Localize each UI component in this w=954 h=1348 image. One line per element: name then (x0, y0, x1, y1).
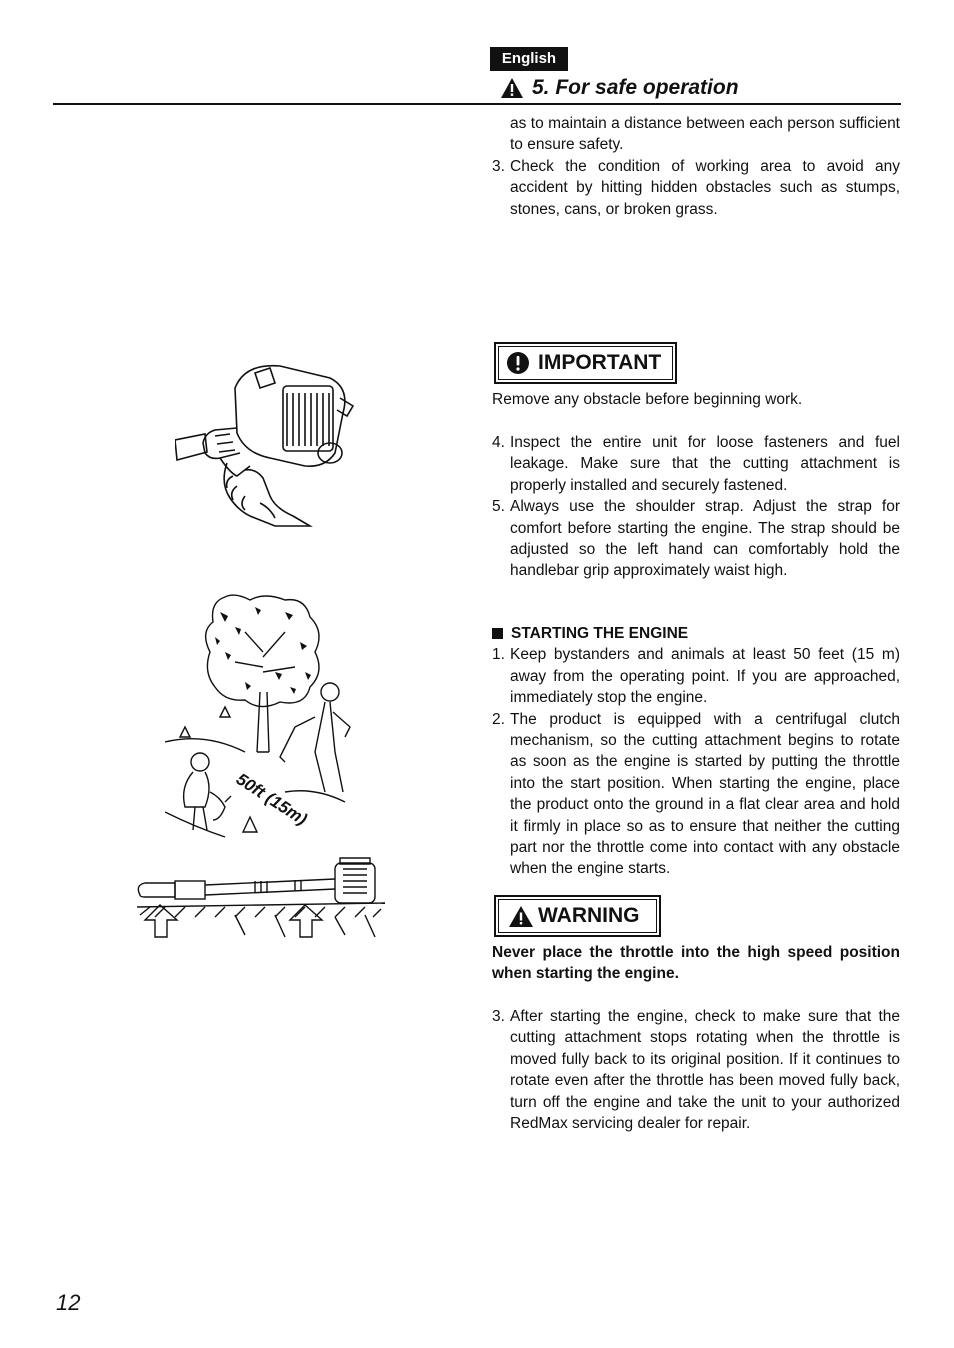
engine-inspection-illustration (175, 358, 355, 528)
warning-text: Never place the throttle into the high speed position when starting the engine. (492, 944, 900, 983)
item-text: Inspect the entire unit for loose fasteners and fuel leakage. Make sure that the cutting attachment is properly installed and securely fastened. (510, 434, 900, 494)
warning-box (494, 895, 661, 937)
mid-items-block (492, 432, 900, 582)
header-rule (53, 103, 901, 105)
list-item (492, 432, 900, 496)
item-number: 4. (492, 434, 505, 451)
starting-heading-text: STARTING THE ENGINE (511, 625, 689, 642)
section-title-text: 5. For safe operation (532, 76, 739, 99)
starting-heading (492, 623, 900, 644)
warning-triangle-icon (508, 905, 534, 928)
final-items-block (492, 1006, 900, 1134)
item-number: 3. (492, 1008, 505, 1025)
list-item (492, 709, 900, 880)
list-item (492, 156, 900, 220)
item-text: Keep bystanders and animals at least 50 feet (15 m) away from the operating point. If you are approached, immediately stop the engine. (510, 646, 900, 707)
top-text-block (492, 113, 900, 220)
exclamation-icon (506, 351, 530, 375)
list-item (492, 644, 900, 708)
distance-label: 50ft (15m) (232, 769, 311, 830)
item-number: 3. (492, 157, 505, 175)
important-box (494, 342, 677, 384)
item-number: 2. (492, 710, 505, 728)
item-number: 1. (492, 646, 505, 664)
safety-distance-illustration (165, 592, 365, 842)
item-text: The product is equipped with a centrifugal clutch mechanism, so the cutting attachment begins to rotate as soon as the engine is started by putting the throttle into the start position. When starting the engine, place the product onto the ground in a flat clear area and hold it firmly in place so as to ensure that neither the cutting part nor the throttle come into contact with any obstacle when the engine starts. (510, 710, 900, 878)
list-item (492, 496, 900, 582)
section-title (500, 76, 739, 100)
square-bullet-icon (492, 628, 503, 639)
item-number: 5. (492, 498, 505, 516)
language-badge: English (490, 47, 568, 71)
warning-triangle-icon (500, 77, 524, 99)
item-text: Always use the shoulder strap. Adjust the strap for comfort before starting the engine. The strap should be adjusted so the left hand can comfortably hold the handlebar grip approximately waist high. (510, 498, 900, 580)
list-item (492, 1006, 900, 1134)
warning-label: WARNING (538, 904, 640, 927)
item-text: Check the condition of working area to avoid any accident by hitting hidden obstacles such as stumps, stones, cans, or broken grass. (510, 157, 900, 218)
important-label: IMPORTANT (538, 351, 662, 374)
page-number: 12 (56, 1290, 81, 1315)
continuation-text: as to maintain a distance between each person sufficient to ensure safety. (510, 115, 900, 154)
important-text: Remove any obstacle before beginning work. (492, 391, 803, 408)
item-text: After starting the engine, check to make sure that the cutting attachment stops rotating when the throttle is moved fully back to its original position. If it continues to rotate even after the throttle has been moved fully back, turn off the engine and take the unit to your authorized RedMax servicing dealer for repair. (510, 1008, 900, 1133)
starting-block (492, 623, 900, 880)
product-on-ground-illustration (135, 855, 385, 940)
